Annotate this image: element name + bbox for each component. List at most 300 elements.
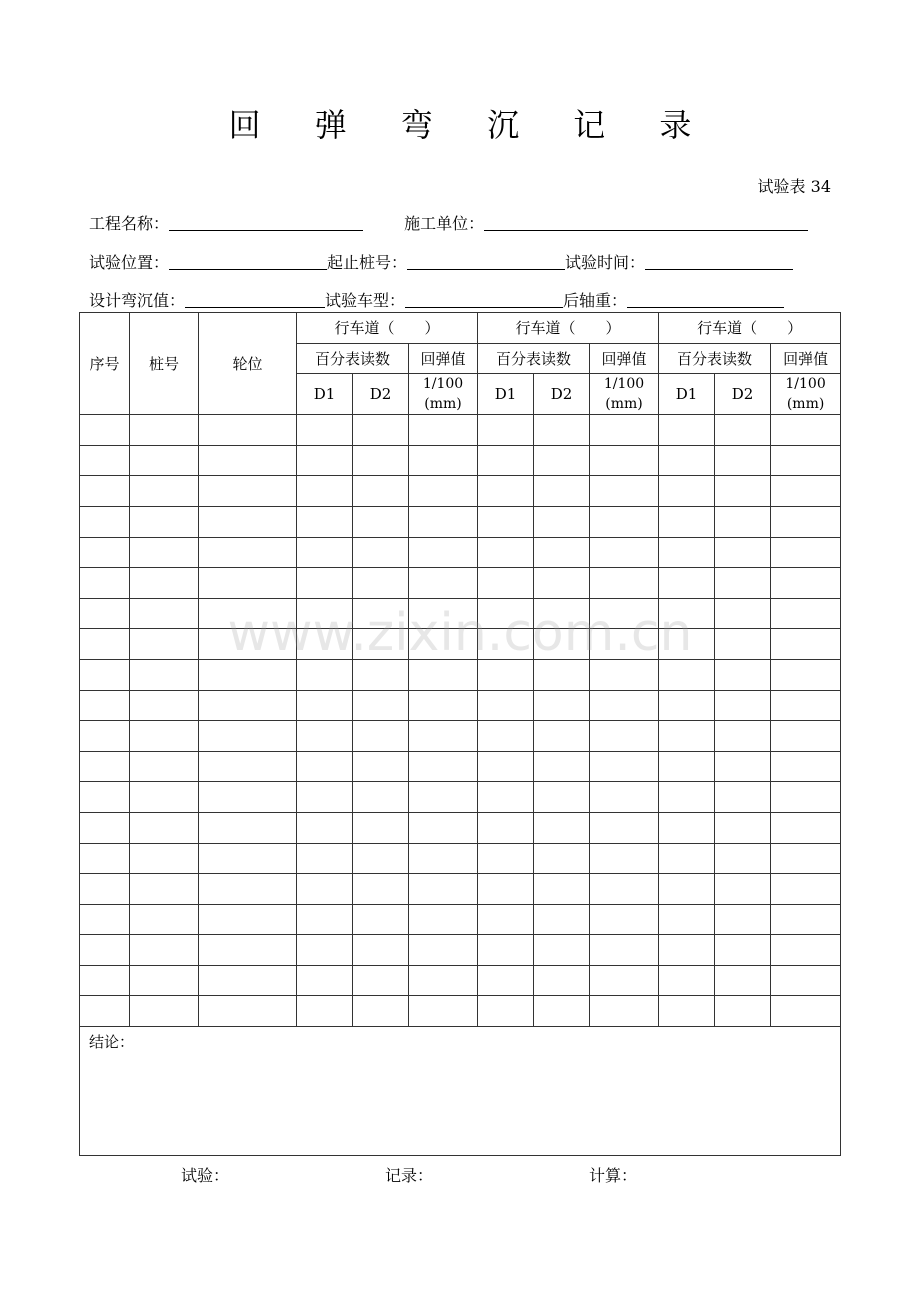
table-cell[interactable] <box>659 996 715 1027</box>
table-cell[interactable] <box>130 996 199 1027</box>
table-row <box>80 476 841 507</box>
table-cell[interactable] <box>771 445 841 476</box>
table-cell[interactable] <box>590 445 659 476</box>
table-cell[interactable] <box>199 476 297 507</box>
table-cell[interactable] <box>199 690 297 721</box>
table-cell[interactable] <box>478 996 534 1027</box>
table-cell[interactable] <box>534 904 590 935</box>
table-cell[interactable] <box>80 445 130 476</box>
table-cell[interactable] <box>534 965 590 996</box>
table-cell[interactable] <box>478 659 534 690</box>
table-cell[interactable] <box>478 843 534 874</box>
table-cell[interactable] <box>297 415 353 446</box>
table-cell[interactable] <box>771 476 841 507</box>
table-cell[interactable] <box>353 598 409 629</box>
table-cell[interactable] <box>771 996 841 1027</box>
table-cell[interactable] <box>199 629 297 660</box>
table-cell[interactable] <box>590 843 659 874</box>
table-cell[interactable] <box>590 598 659 629</box>
table-cell[interactable] <box>199 721 297 752</box>
table-cell[interactable] <box>130 568 199 599</box>
table-cell[interactable] <box>534 782 590 813</box>
table-cell[interactable] <box>478 476 534 507</box>
table-cell[interactable] <box>715 782 771 813</box>
table-row <box>80 537 841 568</box>
table-cell[interactable] <box>534 935 590 966</box>
table-cell[interactable] <box>80 751 130 782</box>
table-cell[interactable] <box>715 935 771 966</box>
contractor-line[interactable] <box>484 214 808 231</box>
table-cell[interactable] <box>409 782 478 813</box>
table-cell[interactable] <box>715 812 771 843</box>
table-cell[interactable] <box>478 415 534 446</box>
table-cell[interactable] <box>715 965 771 996</box>
table-cell[interactable] <box>659 843 715 874</box>
table-cell[interactable] <box>715 598 771 629</box>
table-row <box>80 965 841 996</box>
table-cell[interactable] <box>80 568 130 599</box>
table-cell[interactable] <box>534 751 590 782</box>
table-cell[interactable] <box>771 568 841 599</box>
table-cell[interactable] <box>478 598 534 629</box>
table-cell[interactable] <box>80 629 130 660</box>
table-cell[interactable] <box>715 445 771 476</box>
table-cell[interactable] <box>771 659 841 690</box>
table-cell[interactable] <box>297 690 353 721</box>
table-cell[interactable] <box>659 782 715 813</box>
table-cell[interactable] <box>534 506 590 537</box>
table-cell[interactable] <box>353 782 409 813</box>
table-cell[interactable] <box>353 629 409 660</box>
table-cell[interactable] <box>659 690 715 721</box>
table-cell[interactable] <box>80 690 130 721</box>
table-cell[interactable] <box>771 812 841 843</box>
table-cell[interactable] <box>130 965 199 996</box>
header-d1-2: D1 <box>478 374 534 415</box>
table-cell[interactable] <box>534 996 590 1027</box>
table-cell[interactable] <box>297 476 353 507</box>
table-cell[interactable] <box>715 843 771 874</box>
table-cell[interactable] <box>478 445 534 476</box>
table-cell[interactable] <box>590 537 659 568</box>
table-cell[interactable] <box>297 935 353 966</box>
table-cell[interactable] <box>715 568 771 599</box>
table-cell[interactable] <box>353 537 409 568</box>
table-cell[interactable] <box>409 904 478 935</box>
table-cell[interactable] <box>353 965 409 996</box>
table-cell[interactable] <box>130 415 199 446</box>
table-cell[interactable] <box>130 721 199 752</box>
table-cell[interactable] <box>715 415 771 446</box>
table-row <box>80 445 841 476</box>
table-row <box>80 904 841 935</box>
table-cell[interactable] <box>715 506 771 537</box>
table-cell[interactable] <box>353 843 409 874</box>
table-cell[interactable] <box>771 874 841 905</box>
table-cell[interactable] <box>199 843 297 874</box>
design-deflection-line[interactable] <box>185 291 325 308</box>
table-cell[interactable] <box>659 476 715 507</box>
table-cell[interactable] <box>80 904 130 935</box>
table-cell[interactable] <box>80 812 130 843</box>
table-cell[interactable] <box>409 843 478 874</box>
table-cell[interactable] <box>409 537 478 568</box>
table-cell[interactable] <box>771 690 841 721</box>
table-cell[interactable] <box>297 996 353 1027</box>
table-cell[interactable] <box>297 598 353 629</box>
table-cell[interactable] <box>297 721 353 752</box>
table-cell[interactable] <box>130 751 199 782</box>
table-cell[interactable] <box>590 751 659 782</box>
table-cell[interactable] <box>590 568 659 599</box>
table-cell[interactable] <box>80 659 130 690</box>
table-cell[interactable] <box>199 965 297 996</box>
table-cell[interactable] <box>80 537 130 568</box>
table-cell[interactable] <box>353 751 409 782</box>
header-pile: 桩号 <box>130 313 199 415</box>
unit-top-3: 1/100 <box>785 376 826 393</box>
table-cell[interactable] <box>659 506 715 537</box>
table-cell[interactable] <box>353 476 409 507</box>
table-cell[interactable] <box>659 904 715 935</box>
table-cell[interactable] <box>80 935 130 966</box>
table-cell[interactable] <box>80 506 130 537</box>
conclusion-cell[interactable] <box>80 1027 841 1156</box>
table-cell[interactable] <box>297 874 353 905</box>
table-cell[interactable] <box>478 629 534 660</box>
conclusion-label: 结论： <box>89 1033 135 1052</box>
table-cell[interactable] <box>590 690 659 721</box>
table-cell[interactable] <box>534 812 590 843</box>
table-cell[interactable] <box>478 690 534 721</box>
table-cell[interactable] <box>478 568 534 599</box>
table-cell[interactable] <box>199 874 297 905</box>
table-cell[interactable] <box>478 537 534 568</box>
table-cell[interactable] <box>80 476 130 507</box>
header-reading-3: 百分表读数 <box>659 343 771 374</box>
table-cell[interactable] <box>534 629 590 660</box>
table-cell[interactable] <box>534 415 590 446</box>
table-cell[interactable] <box>534 598 590 629</box>
table-cell[interactable] <box>297 843 353 874</box>
table-cell[interactable] <box>297 751 353 782</box>
table-cell[interactable] <box>771 904 841 935</box>
table-cell[interactable] <box>199 537 297 568</box>
header-d2-3: D2 <box>715 374 771 415</box>
table-cell[interactable] <box>199 598 297 629</box>
header-rebound-3: 回弹值 <box>771 343 841 374</box>
table-cell[interactable] <box>353 812 409 843</box>
table-cell[interactable] <box>130 598 199 629</box>
table-cell[interactable] <box>297 629 353 660</box>
table-row <box>80 812 841 843</box>
table-row <box>80 690 841 721</box>
table-cell[interactable] <box>409 812 478 843</box>
table-cell[interactable] <box>534 690 590 721</box>
project-name-line[interactable] <box>169 214 363 231</box>
table-cell[interactable] <box>353 445 409 476</box>
table-cell[interactable] <box>771 721 841 752</box>
table-cell[interactable] <box>659 537 715 568</box>
table-cell[interactable] <box>353 690 409 721</box>
table-cell[interactable] <box>199 415 297 446</box>
table-cell[interactable] <box>297 904 353 935</box>
table-cell[interactable] <box>659 598 715 629</box>
header-lane-3: 行车道（ ） <box>659 313 841 344</box>
table-cell[interactable] <box>353 568 409 599</box>
table-cell[interactable] <box>478 721 534 752</box>
table-cell[interactable] <box>199 568 297 599</box>
table-cell[interactable] <box>534 476 590 507</box>
table-cell[interactable] <box>130 690 199 721</box>
table-cell[interactable] <box>478 751 534 782</box>
table-cell[interactable] <box>199 935 297 966</box>
table-cell[interactable] <box>715 629 771 660</box>
table-cell[interactable] <box>409 598 478 629</box>
table-cell[interactable] <box>590 996 659 1027</box>
table-cell[interactable] <box>771 537 841 568</box>
table-cell[interactable] <box>534 843 590 874</box>
table-cell[interactable] <box>590 935 659 966</box>
table-cell[interactable] <box>771 751 841 782</box>
deflection-record-table <box>79 312 841 1156</box>
table-cell[interactable] <box>590 874 659 905</box>
table-cell[interactable] <box>297 812 353 843</box>
table-cell[interactable] <box>199 506 297 537</box>
table-cell[interactable] <box>297 782 353 813</box>
table-cell[interactable] <box>80 415 130 446</box>
header-reading-2: 百分表读数 <box>478 343 590 374</box>
table-cell[interactable] <box>409 568 478 599</box>
table-cell[interactable] <box>297 506 353 537</box>
table-cell[interactable] <box>80 965 130 996</box>
test-location-line[interactable] <box>169 253 327 270</box>
table-cell[interactable] <box>659 721 715 752</box>
table-cell[interactable] <box>590 506 659 537</box>
field-row-3 <box>89 288 784 311</box>
table-cell[interactable] <box>409 996 478 1027</box>
table-cell[interactable] <box>534 568 590 599</box>
header-unit-3 <box>771 374 841 415</box>
table-cell[interactable] <box>409 751 478 782</box>
table-cell[interactable] <box>409 506 478 537</box>
table-cell[interactable] <box>478 874 534 905</box>
test-time-label: 试验时间： <box>565 253 646 272</box>
table-cell[interactable] <box>353 935 409 966</box>
table-cell[interactable] <box>130 904 199 935</box>
table-cell[interactable] <box>130 537 199 568</box>
field-row-1 <box>89 211 808 234</box>
table-cell[interactable] <box>771 598 841 629</box>
table-cell[interactable] <box>130 812 199 843</box>
table-cell[interactable] <box>409 476 478 507</box>
table-cell[interactable] <box>478 812 534 843</box>
table-cell[interactable] <box>353 874 409 905</box>
table-cell[interactable] <box>199 996 297 1027</box>
table-cell[interactable] <box>590 904 659 935</box>
table-cell[interactable] <box>715 874 771 905</box>
table-cell[interactable] <box>534 659 590 690</box>
header-reading-1: 百分表读数 <box>297 343 409 374</box>
table-row <box>80 506 841 537</box>
header-wheel: 轮位 <box>199 313 297 415</box>
table-cell[interactable] <box>353 659 409 690</box>
table-cell[interactable] <box>409 874 478 905</box>
table-row <box>80 751 841 782</box>
table-cell[interactable] <box>80 874 130 905</box>
station-range-label: 起止桩号： <box>327 253 408 272</box>
table-cell[interactable] <box>478 782 534 813</box>
table-cell[interactable] <box>409 935 478 966</box>
table-cell[interactable] <box>659 629 715 660</box>
table-cell[interactable] <box>590 782 659 813</box>
table-cell[interactable] <box>409 721 478 752</box>
table-cell[interactable] <box>80 782 130 813</box>
unit-top-1: 1/100 <box>422 376 464 393</box>
table-cell[interactable] <box>478 935 534 966</box>
table-cell[interactable] <box>297 568 353 599</box>
table-cell[interactable] <box>353 721 409 752</box>
table-cell[interactable] <box>297 659 353 690</box>
table-cell[interactable] <box>353 996 409 1027</box>
table-cell[interactable] <box>771 506 841 537</box>
table-cell[interactable] <box>130 935 199 966</box>
test-location-label: 试验位置： <box>89 253 170 272</box>
table-cell[interactable] <box>409 629 478 660</box>
form-code: 试验表 34 <box>757 177 831 196</box>
table-cell[interactable] <box>409 965 478 996</box>
table-cell[interactable] <box>590 415 659 446</box>
table-cell[interactable] <box>130 476 199 507</box>
header-d1-3: D1 <box>659 374 715 415</box>
rear-axle-load-label: 后轴重： <box>563 291 628 310</box>
table-row <box>80 659 841 690</box>
table-cell[interactable] <box>80 996 130 1027</box>
table-cell[interactable] <box>297 965 353 996</box>
table-cell[interactable] <box>659 415 715 446</box>
table-cell[interactable] <box>199 904 297 935</box>
table-cell[interactable] <box>80 843 130 874</box>
station-range-line[interactable] <box>407 253 565 270</box>
test-time-line[interactable] <box>645 253 793 270</box>
unit-bottom-1: (mm) <box>424 396 462 413</box>
table-cell[interactable] <box>130 445 199 476</box>
watermark: www.zixin.com.cn <box>227 603 693 663</box>
table-cell[interactable] <box>199 445 297 476</box>
header-unit-1 <box>409 374 478 415</box>
table-cell[interactable] <box>659 751 715 782</box>
table-cell[interactable] <box>130 629 199 660</box>
header-unit-2 <box>590 374 659 415</box>
table-cell[interactable] <box>715 537 771 568</box>
table-cell[interactable] <box>409 415 478 446</box>
header-d1-1: D1 <box>297 374 353 415</box>
table-cell[interactable] <box>590 812 659 843</box>
table-cell[interactable] <box>409 445 478 476</box>
table-cell[interactable] <box>478 904 534 935</box>
table-cell[interactable] <box>590 629 659 660</box>
table-cell[interactable] <box>715 721 771 752</box>
table-cell[interactable] <box>659 935 715 966</box>
table-cell[interactable] <box>715 659 771 690</box>
table-cell[interactable] <box>659 812 715 843</box>
table-cell[interactable] <box>130 782 199 813</box>
header-seq: 序号 <box>80 313 130 415</box>
table-cell[interactable] <box>478 506 534 537</box>
table-cell[interactable] <box>715 996 771 1027</box>
table-cell[interactable] <box>659 965 715 996</box>
sig-calc: 计算： <box>589 1166 638 1185</box>
table-cell[interactable] <box>80 598 130 629</box>
table-cell[interactable] <box>130 874 199 905</box>
test-vehicle-label: 试验车型： <box>325 291 406 310</box>
table-cell[interactable] <box>715 751 771 782</box>
table-cell[interactable] <box>771 629 841 660</box>
table-cell[interactable] <box>715 476 771 507</box>
table-row <box>80 996 841 1027</box>
table-cell[interactable] <box>590 659 659 690</box>
table-cell[interactable] <box>715 690 771 721</box>
table-cell[interactable] <box>771 935 841 966</box>
project-name-label: 工程名称： <box>89 214 170 233</box>
header-d2-2: D2 <box>534 374 590 415</box>
table-cell[interactable] <box>659 445 715 476</box>
rear-axle-load-line[interactable] <box>627 291 784 308</box>
table-cell[interactable] <box>199 782 297 813</box>
table-cell[interactable] <box>771 843 841 874</box>
table-cell[interactable] <box>715 904 771 935</box>
table-cell[interactable] <box>590 476 659 507</box>
header-rebound-1: 回弹值 <box>409 343 478 374</box>
table-cell[interactable] <box>353 415 409 446</box>
table-cell[interactable] <box>130 843 199 874</box>
table-cell[interactable] <box>199 659 297 690</box>
table-cell[interactable] <box>409 659 478 690</box>
table-cell[interactable] <box>659 874 715 905</box>
table-cell[interactable] <box>534 537 590 568</box>
table-cell[interactable] <box>534 874 590 905</box>
unit-bottom-2: (mm) <box>605 396 643 413</box>
table-cell[interactable] <box>590 721 659 752</box>
test-vehicle-line[interactable] <box>405 291 563 308</box>
table-cell[interactable] <box>297 537 353 568</box>
table-cell[interactable] <box>534 721 590 752</box>
table-cell[interactable] <box>409 690 478 721</box>
table-cell[interactable] <box>199 751 297 782</box>
design-deflection-label: 设计弯沉值： <box>89 291 186 310</box>
table-cell[interactable] <box>80 721 130 752</box>
table-cell[interactable] <box>130 506 199 537</box>
table-cell[interactable] <box>353 506 409 537</box>
header-lane-1: 行车道（ ） <box>297 313 478 344</box>
table-cell[interactable] <box>534 445 590 476</box>
table-cell[interactable] <box>590 965 659 996</box>
sig-test: 试验： <box>181 1166 230 1185</box>
table-cell[interactable] <box>771 415 841 446</box>
table-cell[interactable] <box>199 812 297 843</box>
header-lane-2: 行车道（ ） <box>478 313 659 344</box>
table-cell[interactable] <box>297 445 353 476</box>
table-cell[interactable] <box>659 568 715 599</box>
table-cell[interactable] <box>130 659 199 690</box>
table-cell[interactable] <box>353 904 409 935</box>
table-row <box>80 843 841 874</box>
table-cell[interactable] <box>478 965 534 996</box>
table-cell[interactable] <box>771 782 841 813</box>
table-row <box>80 415 841 446</box>
table-cell[interactable] <box>771 965 841 996</box>
table-cell[interactable] <box>659 659 715 690</box>
